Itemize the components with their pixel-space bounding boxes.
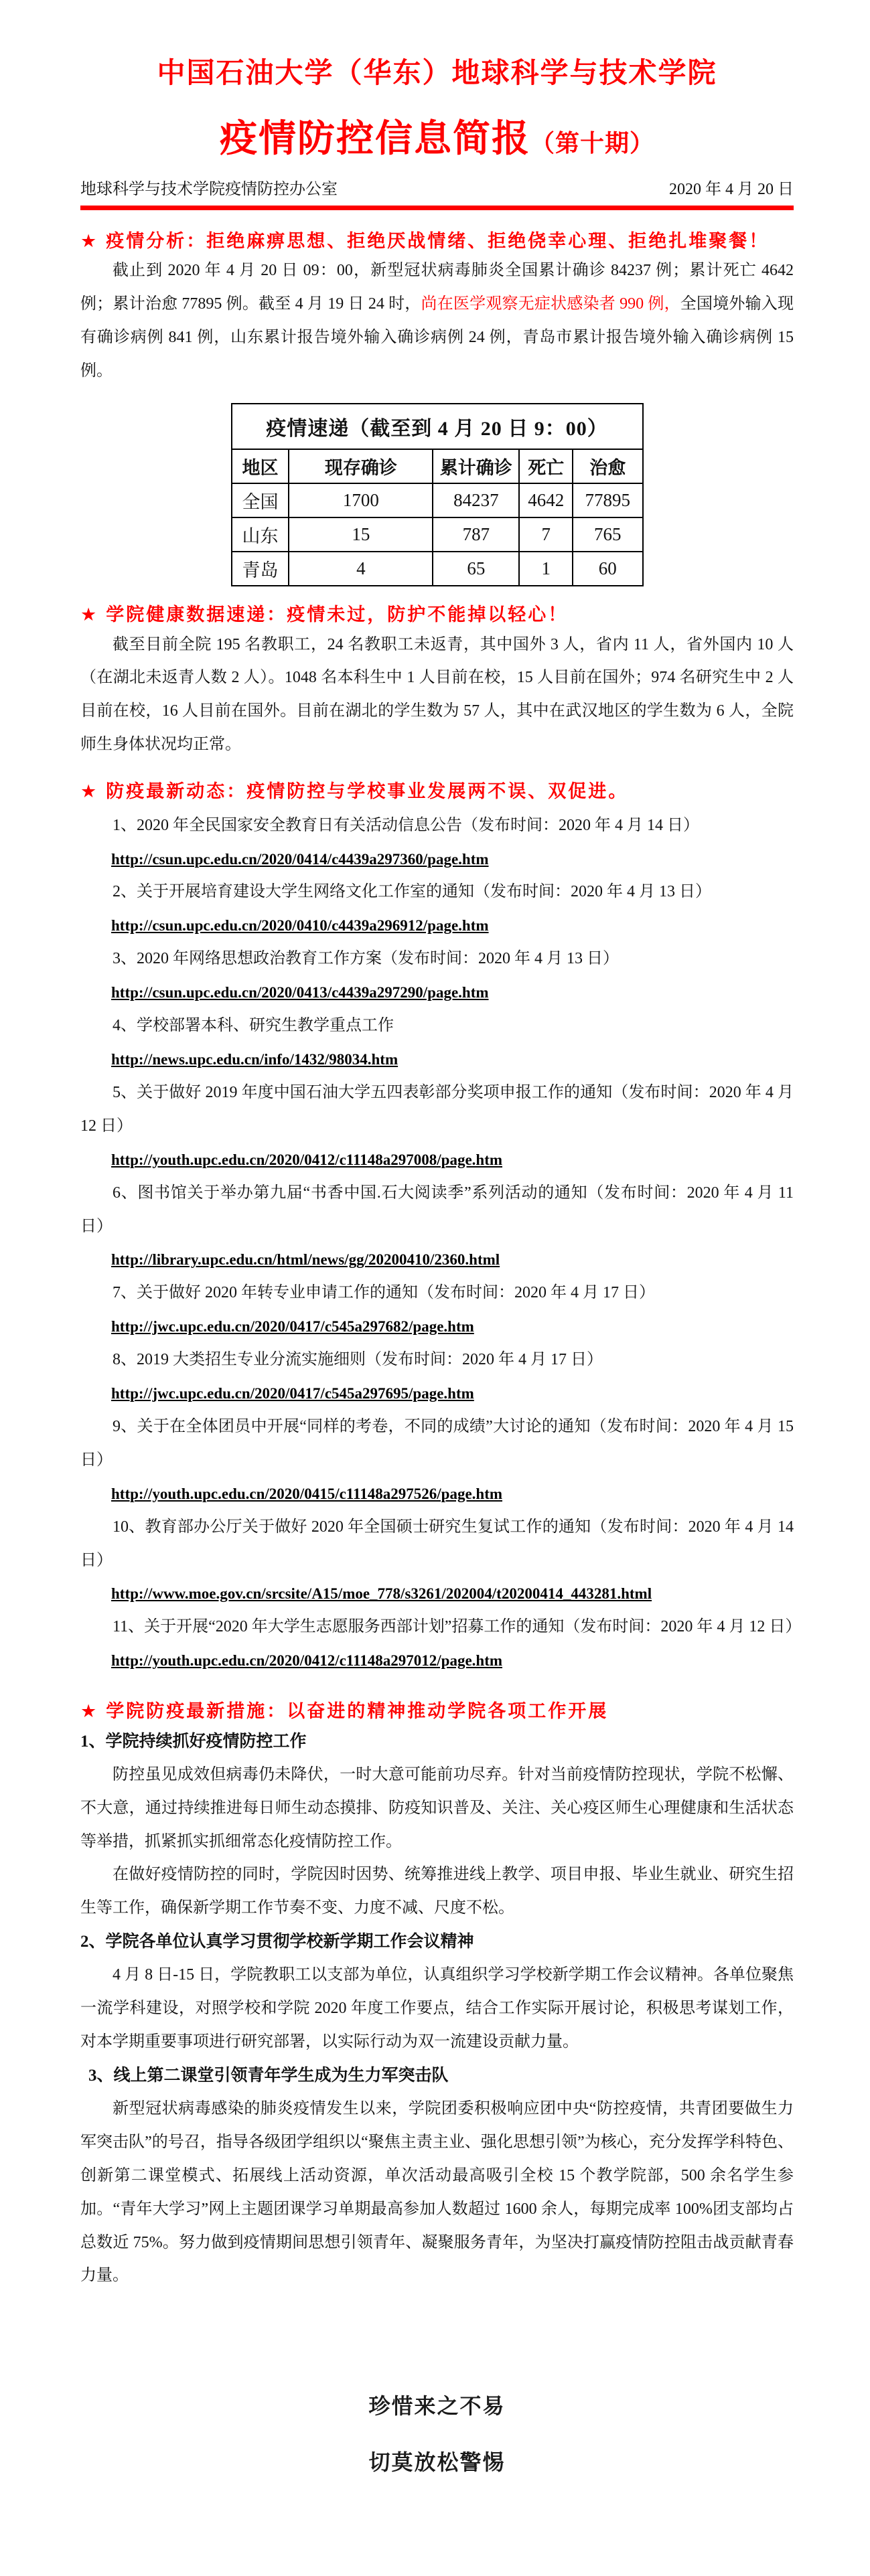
table-cell: 1700 xyxy=(289,483,433,517)
news-item-title: 4、学校部署本科、研究生教学重点工作 xyxy=(113,1017,394,1035)
measure-subhead-1: 1、学院持续抓好疫情防控工作 xyxy=(80,1732,307,1751)
star-icon: ★ xyxy=(80,230,97,251)
table-cell: 7 xyxy=(519,517,573,552)
news-link[interactable]: http://jwc.upc.edu.cn/2020/0417/c545a297695/page.htm xyxy=(111,1385,474,1402)
news-item-link-line xyxy=(80,1644,794,1678)
section-heading-news xyxy=(80,778,794,805)
table-row xyxy=(232,517,643,552)
section-heading-analysis xyxy=(80,228,794,255)
news-item-title: 3、2020 年网络思想政治教育工作方案（发布时间：2020 年 4 月 13 日） xyxy=(113,950,619,968)
analysis-heading-text: 疫情分析：拒绝麻痹思想、拒绝厌战情绪、拒绝侥幸心理、拒绝扎堆聚餐！ xyxy=(106,230,770,251)
section-heading-health xyxy=(80,601,794,629)
section-heading-measures xyxy=(80,1698,794,1725)
table-cell: 65 xyxy=(433,552,519,586)
issue-number: （第十期） xyxy=(530,129,654,157)
table-header-cell: 现存确诊 xyxy=(289,449,433,483)
table-cell: 15 xyxy=(289,517,433,552)
table-cell: 1 xyxy=(519,552,573,586)
red-divider xyxy=(80,206,794,210)
news-item-title: 11、关于开展“2020 年大学生志愿服务西部计划”招募工作的通知（发布时间：2020 年 4 月 12 日） xyxy=(113,1618,802,1636)
table-cell: 765 xyxy=(573,517,642,552)
measure-paragraph: 新型冠状病毒感染的肺炎疫情发生以来，学院团委积极响应团中央“防控疫情，共青团要做生力军突击队”的号召，指导各级团学组织以“聚焦主责主业、强化思想引领”为核心，充分发挥学科特色、创新第二课堂模式、拓展线上活动资源，单次活动最高吸引全校 15 个教学院部，500 余名学生参加。“青年大学习”网上主题团课学习单期最高参加人数超过 1600 余人，每期完成率 100%团支部均占总数近 75%。努力做到疫情期间思想引领青年、凝聚服务青年，为坚决打赢疫情防控阻击战贡献青春力量。 xyxy=(80,2099,794,2285)
table-header-row xyxy=(232,449,643,483)
masthead-row xyxy=(80,179,794,200)
table-header-cell: 死亡 xyxy=(519,449,573,483)
news-link[interactable]: http://news.upc.edu.cn/info/1432/98034.htm xyxy=(111,1050,398,1068)
table-cell: 4642 xyxy=(519,483,573,517)
news-item-link-line xyxy=(80,1377,794,1411)
issuing-office: 地球科学与技术学院疫情防控办公室 xyxy=(80,180,338,198)
news-item-link-line xyxy=(80,909,794,943)
measure-paragraph: 4 月 8 日-15 日，学院教职工以支部为单位，认真组织学习学校新学期工作会议精神。各单位聚焦一流学科建设，对照学校和学院 2020 年度工作要点，结合工作实际开展讨论，积极思考谋划工作，对本学期重要事项进行研究部署，以实际行动为双一流建设贡献力量。 xyxy=(80,1966,794,2051)
table-cell: 60 xyxy=(573,552,642,586)
news-item-link-line xyxy=(80,1577,794,1611)
star-icon: ★ xyxy=(80,781,97,802)
analysis-text-after: 全国境外输入现有确诊病例 841 例，山东累计报告境外输入确诊病例 24 例，青岛市累计报告境外输入确诊病例 15 例。 xyxy=(80,295,794,380)
news-item-title: 10、教育部办公厅关于做好 2020 年全国硕士研究生复试工作的通知（发布时间：2020 年 4 月 14 日） xyxy=(80,1518,794,1569)
news-link[interactable]: http://youth.upc.edu.cn/2020/0412/c11148a297008/page.htm xyxy=(111,1151,503,1168)
table-row xyxy=(232,552,643,586)
footer-slogan xyxy=(80,2379,794,2490)
table-cell: 全国 xyxy=(232,483,289,517)
table-row xyxy=(232,483,643,517)
news-item-title: 1、2020 年全民国家安全教育日有关活动信息公告（发布时间：2020 年 4 月 14 日） xyxy=(113,816,699,834)
news-item-title: 5、关于做好 2019 年度中国石油大学五四表彰部分奖项申报工作的通知（发布时间：2020 年 4 月 12 日） xyxy=(80,1083,794,1135)
news-link[interactable]: http://csun.upc.edu.cn/2020/0410/c4439a296912/page.htm xyxy=(111,917,489,935)
measures-heading-text: 学院防疫最新措施：以奋进的精神推动学院各项工作开展 xyxy=(106,1701,609,1722)
news-item-title: 8、2019 大类招生专业分流实施细则（发布时间：2020 年 4 月 17 日） xyxy=(113,1351,603,1369)
news-item-link-line xyxy=(80,1043,794,1076)
document-title: 中国石油大学（华东）地球科学与技术学院 xyxy=(157,58,717,89)
measure-subhead-2: 2、学院各单位认真学习贯彻学校新学期工作会议精神 xyxy=(80,1933,474,1951)
table-cell: 787 xyxy=(433,517,519,552)
table-cell: 4 xyxy=(289,552,433,586)
news-item-link-line xyxy=(80,1310,794,1344)
table-cell: 77895 xyxy=(573,483,642,517)
news-link[interactable]: http://jwc.upc.edu.cn/2020/0417/c545a297682/page.htm xyxy=(111,1318,474,1336)
news-item-link-line xyxy=(80,1243,794,1277)
analysis-text-before: 截止到 2020 年 4 月 20 日 09：00，新型冠状病毒肺炎全国累计确诊 84237 例；累计死亡 4642 例；累计治愈 77895 例。截至 4 月 19 日 24 时， xyxy=(80,262,794,313)
news-item-link-line xyxy=(80,843,794,876)
footer-line-1: 珍惜来之不易 xyxy=(368,2394,506,2419)
news-link[interactable]: http://csun.upc.edu.cn/2020/0413/c4439a297290/page.htm xyxy=(111,984,489,1001)
news-link[interactable]: http://csun.upc.edu.cn/2020/0414/c4439a297360/page.htm xyxy=(111,850,489,868)
epidemic-table xyxy=(231,403,644,586)
news-item-link-line xyxy=(80,1477,794,1511)
health-paragraph: 截至目前全院 195 名教职工，24 名教职工未返青，其中国外 3 人，省内 11 人，省外国内 10 人（在湖北未返青人数 2 人）。1048 名本科生中 1 人目前在校，15 人目前在国外；974 名研究生中 2 人目前在校，16 人目前在国外。目前在湖北的学生数为 57 人，其中在武汉地区的学生数为 6 人，全院师生身体状况均正常。 xyxy=(80,635,794,754)
footer-line-2: 切莫放松警惕 xyxy=(368,2449,506,2474)
star-icon: ★ xyxy=(80,605,97,625)
news-link[interactable]: http://library.upc.edu.cn/html/news/gg/20200410/2360.html xyxy=(111,1251,500,1269)
document-subtitle xyxy=(80,116,794,163)
news-item-title: 6、图书馆关于举办第九届“书香中国.石大阅读季”系列活动的通知（发布时间：2020 年 4 月 11 日） xyxy=(80,1184,794,1235)
news-item-title: 7、关于做好 2020 年转专业申请工作的通知（发布时间：2020 年 4 月 17 日） xyxy=(113,1284,655,1302)
news-item-link-line xyxy=(80,976,794,1010)
measure-subhead-3: 3、线上第二课堂引领青年学生成为生力军突击队 xyxy=(88,2066,449,2085)
table-cell: 青岛 xyxy=(232,552,289,586)
news-link[interactable]: http://www.moe.gov.cn/srcsite/A15/moe_778/s3261/202004/t20200414_443281.html xyxy=(111,1585,652,1603)
highlight-text: 尚在医学观察无症状感染者 990 例， xyxy=(421,295,680,313)
star-icon: ★ xyxy=(80,1701,97,1722)
table-header-cell: 累计确诊 xyxy=(433,449,519,483)
subtitle-main: 疫情防控信息简报 xyxy=(219,118,530,160)
table-header-cell: 治愈 xyxy=(573,449,642,483)
news-item-title: 2、关于开展培育建设大学生网络文化工作室的通知（发布时间：2020 年 4 月 13 日） xyxy=(113,883,711,901)
news-list xyxy=(80,809,802,1678)
table-title: 疫情速递（截至到 4 月 20 日 9：00） xyxy=(232,404,643,449)
measure-paragraph: 防控虽见成效但病毒仍未降伏，一时大意可能前功尽弃。针对当前疫情防控现状，学院不松懈、不大意，通过持续推进每日师生动态摸排、防疫知识普及、关注、关心疫区师生心理健康和生活状态等举措，抓紧抓实抓细常态化疫情防控工作。 xyxy=(80,1765,794,1850)
health-heading-text: 学院健康数据速递：疫情未过，防护不能掉以轻心！ xyxy=(106,605,569,625)
table-cell: 84237 xyxy=(433,483,519,517)
table-cell: 山东 xyxy=(232,517,289,552)
news-item-title: 9、关于在全体团员中开展“同样的考卷，不同的成绩”大讨论的通知（发布时间：2020 年 4 月 15 日） xyxy=(80,1417,794,1469)
issue-date: 2020 年 4 月 20 日 xyxy=(669,180,794,198)
analysis-paragraph xyxy=(80,254,794,388)
news-link[interactable]: http://youth.upc.edu.cn/2020/0412/c11148a297012/page.htm xyxy=(111,1652,503,1670)
news-link[interactable]: http://youth.upc.edu.cn/2020/0415/c11148a297526/page.htm xyxy=(111,1485,503,1502)
measure-paragraph: 在做好疫情防控的同时，学院因时因势、统筹推进线上教学、项目申报、毕业生就业、研究生招生等工作，确保新学期工作节奏不变、力度不减、尺度不松。 xyxy=(80,1866,794,1917)
news-item-link-line xyxy=(80,1143,794,1177)
table-title-row xyxy=(232,404,643,449)
table-header-cell: 地区 xyxy=(232,449,289,483)
news-heading-text: 防疫最新动态：疫情防控与学校事业发展两不误、双促进。 xyxy=(106,781,629,802)
